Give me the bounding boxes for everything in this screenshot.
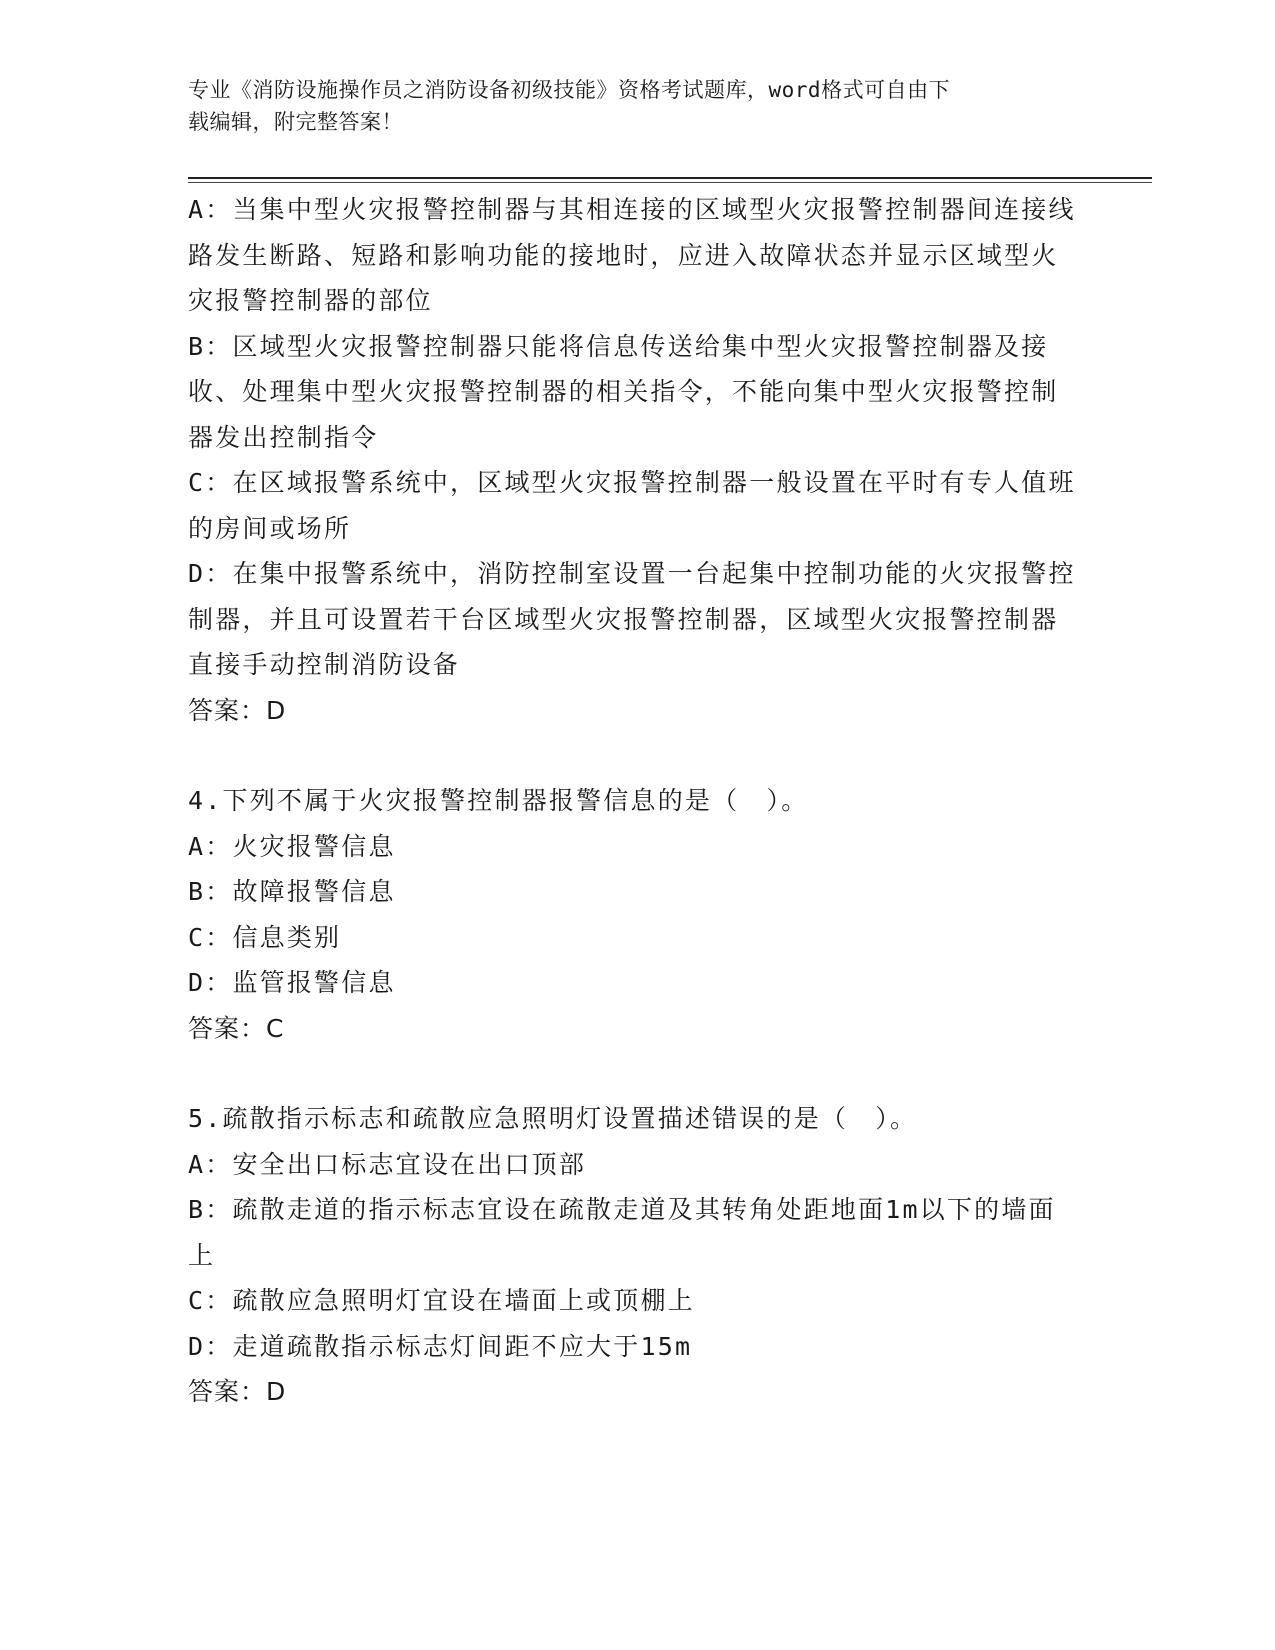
document-header [188,74,1068,138]
q3-option-a: A：当集中型火灾报警控制器与其相连接的区域型火灾报警控制器间连接线路发生断路、短路和影响功能的接地时，应进入故障状态并显示区域型火灾报警控制器的部位 [188,195,1076,315]
question-content [188,187,1078,1415]
question-3-block [188,187,1078,733]
q3-answer: 答案：D [188,695,287,725]
q4-question: 4.下列不属于火灾报警控制器报警信息的是（ ）。 [188,786,809,815]
header-divider-thin [188,182,1152,183]
question-5-block [188,1096,1078,1415]
q4-option-b: B：故障报警信息 [188,877,396,906]
header-divider-thick [188,177,1152,179]
q3-option-d: D：在集中报警系统中，消防控制室设置一台起集中控制功能的火灾报警控制器，并且可设置若干台区域型火灾报警控制器，区域型火灾报警控制器直接手动控制消防设备 [188,559,1076,679]
q5-option-a: A：安全出口标志宜设在出口顶部 [188,1149,587,1179]
q4-option-c: C：信息类别 [188,922,342,952]
q5-question: 5.疏散指示标志和疏散应急照明灯设置描述错误的是（ ）。 [188,1104,918,1133]
spacer [188,733,1078,778]
q5-option-d: D：走道疏散指示标志灯间距不应大于15m [188,1331,693,1361]
q4-answer: 答案：C [188,1013,285,1043]
q5-answer: 答案：D [188,1377,287,1406]
header-line-1: 专业《消防设施操作员之消防设备初级技能》资格考试题库，word格式可自由下 [188,78,951,102]
q4-option-d: D：监管报警信息 [188,968,396,997]
q3-option-c: C：在区域报警系统中，区域型火灾报警控制器一般设置在平时有专人值班的房间或场所 [188,468,1076,543]
q4-option-a: A：火灾报警信息 [188,831,396,861]
spacer [188,1051,1078,1096]
q3-option-b: B：区域型火灾报警控制器只能将信息传送给集中型火灾报警控制器及接收、处理集中型火灾报警控制器的相关指令，不能向集中型火灾报警控制器发出控制指令 [188,331,1059,452]
q5-option-b: B：疏散走道的指示标志宜设在疏散走道及其转角处距地面1m以下的墙面上 [188,1195,1056,1270]
header-line-2: 载编辑，附完整答案！ [188,110,403,134]
question-4-block [188,778,1078,1051]
q5-option-c: C：疏散应急照明灯宜设在墙面上或顶棚上 [188,1286,695,1315]
